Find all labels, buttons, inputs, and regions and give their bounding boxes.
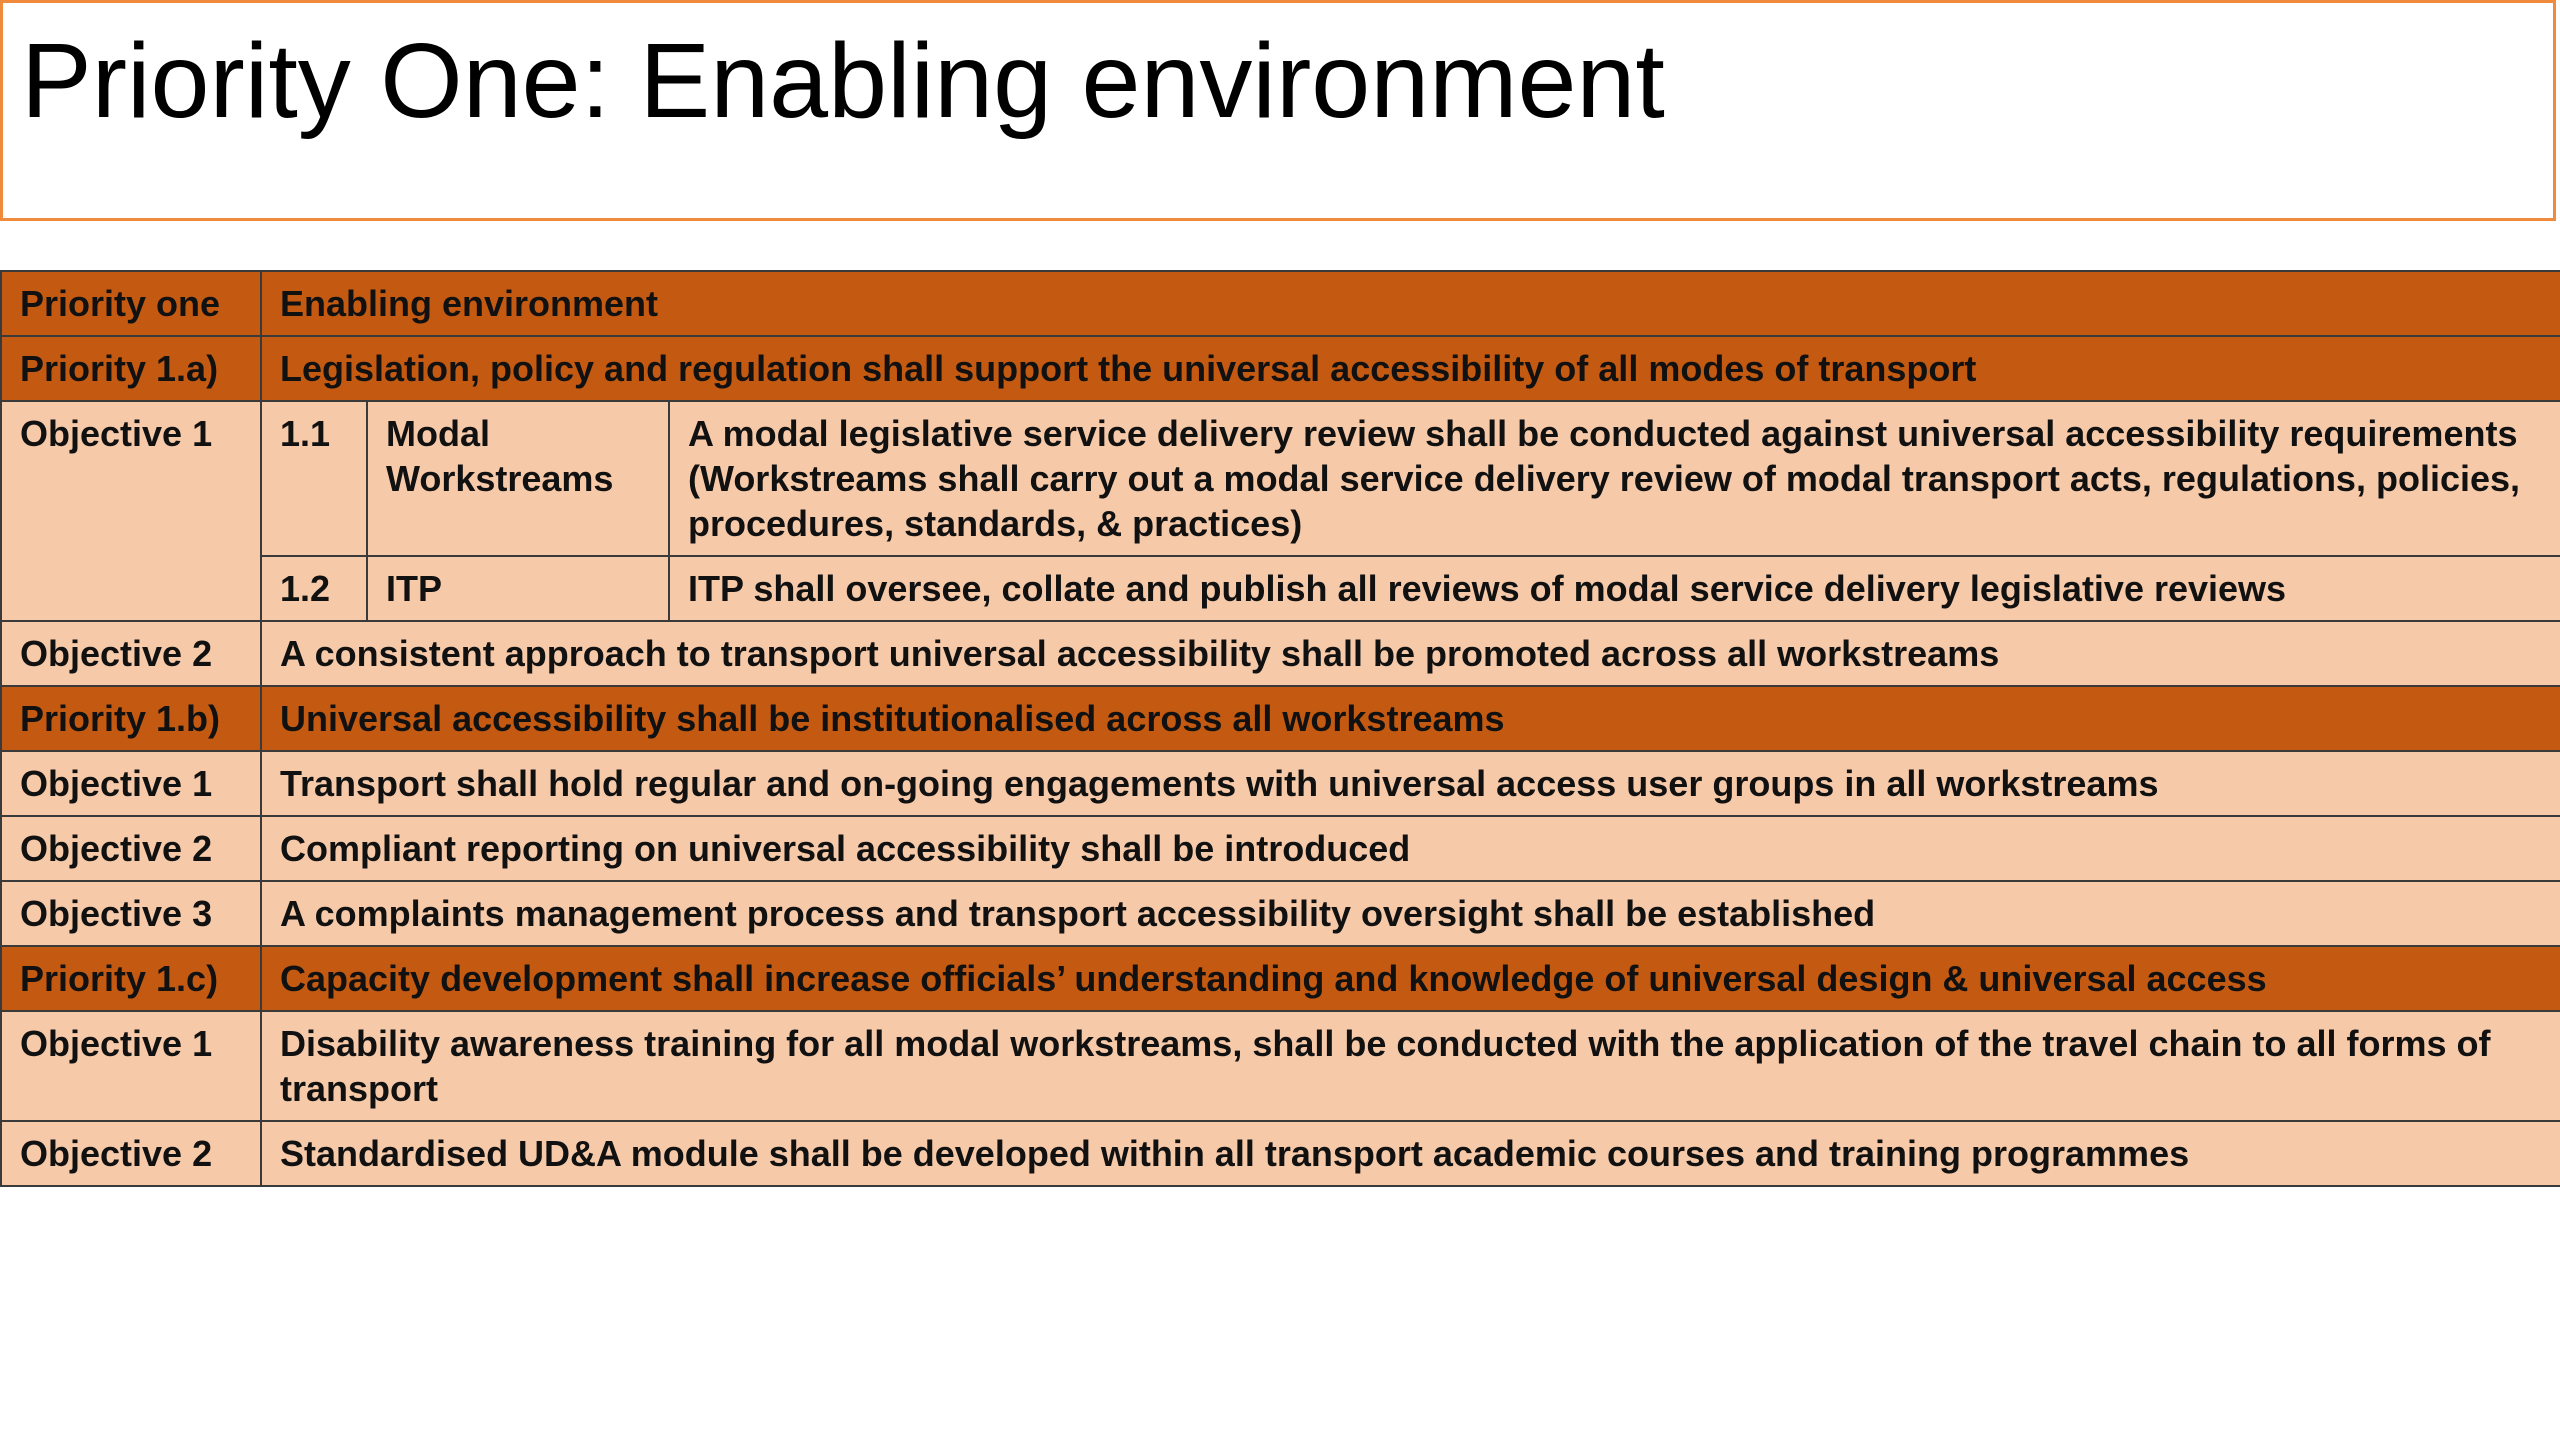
title-box bbox=[0, 0, 2556, 221]
objective-label: Objective 2 bbox=[1, 816, 261, 881]
table-row-priority-1b-objective-3 bbox=[1, 881, 2560, 946]
table-row-priority-1b bbox=[1, 686, 2560, 751]
page-title: Priority One: Enabling environment bbox=[21, 22, 1665, 140]
table-row-priority-1a bbox=[1, 336, 2560, 401]
table-row-priority-1c-objective-1 bbox=[1, 1011, 2560, 1121]
priority-1b-label: Priority 1.b) bbox=[1, 686, 261, 751]
objective-label: Objective 2 bbox=[1, 621, 261, 686]
sub-item-text: ITP shall oversee, collate and publish all reviews of modal service delivery legislative reviews bbox=[669, 556, 2560, 621]
sub-item-owner: Modal Workstreams bbox=[367, 401, 669, 556]
objective-text: Compliant reporting on universal accessibility shall be introduced bbox=[261, 816, 2560, 881]
sub-item-number: 1.1 bbox=[261, 401, 367, 556]
table-row-priority-1c-objective-2 bbox=[1, 1121, 2560, 1186]
objective-label: Objective 3 bbox=[1, 881, 261, 946]
priority-1a-text: Legislation, policy and regulation shall support the universal accessibility of all modes of transport bbox=[261, 336, 2560, 401]
sub-item-text: A modal legislative service delivery review shall be conducted against universal accessibility requirements (Workstreams shall carry out a modal service delivery review of modal transport acts, regulations, policies, procedures, standards, & practices) bbox=[669, 401, 2560, 556]
priority-1b-text: Universal accessibility shall be institutionalised across all workstreams bbox=[261, 686, 2560, 751]
priority-1a-objective-1-label: Objective 1 bbox=[1, 401, 261, 621]
priority-one-text: Enabling environment bbox=[261, 271, 2560, 336]
objective-text: Disability awareness training for all modal workstreams, shall be conducted with the application of the travel chain to all forms of transport bbox=[261, 1011, 2560, 1121]
objective-text: Standardised UD&A module shall be developed within all transport academic courses and training programmes bbox=[261, 1121, 2560, 1186]
sub-item-number: 1.2 bbox=[261, 556, 367, 621]
objective-text: Transport shall hold regular and on-going engagements with universal access user groups in all workstreams bbox=[261, 751, 2560, 816]
table-row-objective-1-1 bbox=[1, 401, 2560, 556]
table-row-priority-one bbox=[1, 271, 2560, 336]
table-row-objective-1-2 bbox=[1, 556, 2560, 621]
table-row-priority-1b-objective-2 bbox=[1, 816, 2560, 881]
sub-item-owner: ITP bbox=[367, 556, 669, 621]
objective-label: Objective 2 bbox=[1, 1121, 261, 1186]
priority-1c-label: Priority 1.c) bbox=[1, 946, 261, 1011]
objective-text: A consistent approach to transport universal accessibility shall be promoted across all workstreams bbox=[261, 621, 2560, 686]
table-row-priority-1b-objective-1 bbox=[1, 751, 2560, 816]
priority-1c-text: Capacity development shall increase officials’ understanding and knowledge of universal design & universal access bbox=[261, 946, 2560, 1011]
priority-table bbox=[0, 270, 2560, 1187]
table-row-priority-1a-objective-2 bbox=[1, 621, 2560, 686]
priority-one-label: Priority one bbox=[1, 271, 261, 336]
objective-label: Objective 1 bbox=[1, 1011, 261, 1121]
objective-text: A complaints management process and transport accessibility oversight shall be established bbox=[261, 881, 2560, 946]
priority-1a-label: Priority 1.a) bbox=[1, 336, 261, 401]
objective-label: Objective 1 bbox=[1, 751, 261, 816]
table-row-priority-1c bbox=[1, 946, 2560, 1011]
